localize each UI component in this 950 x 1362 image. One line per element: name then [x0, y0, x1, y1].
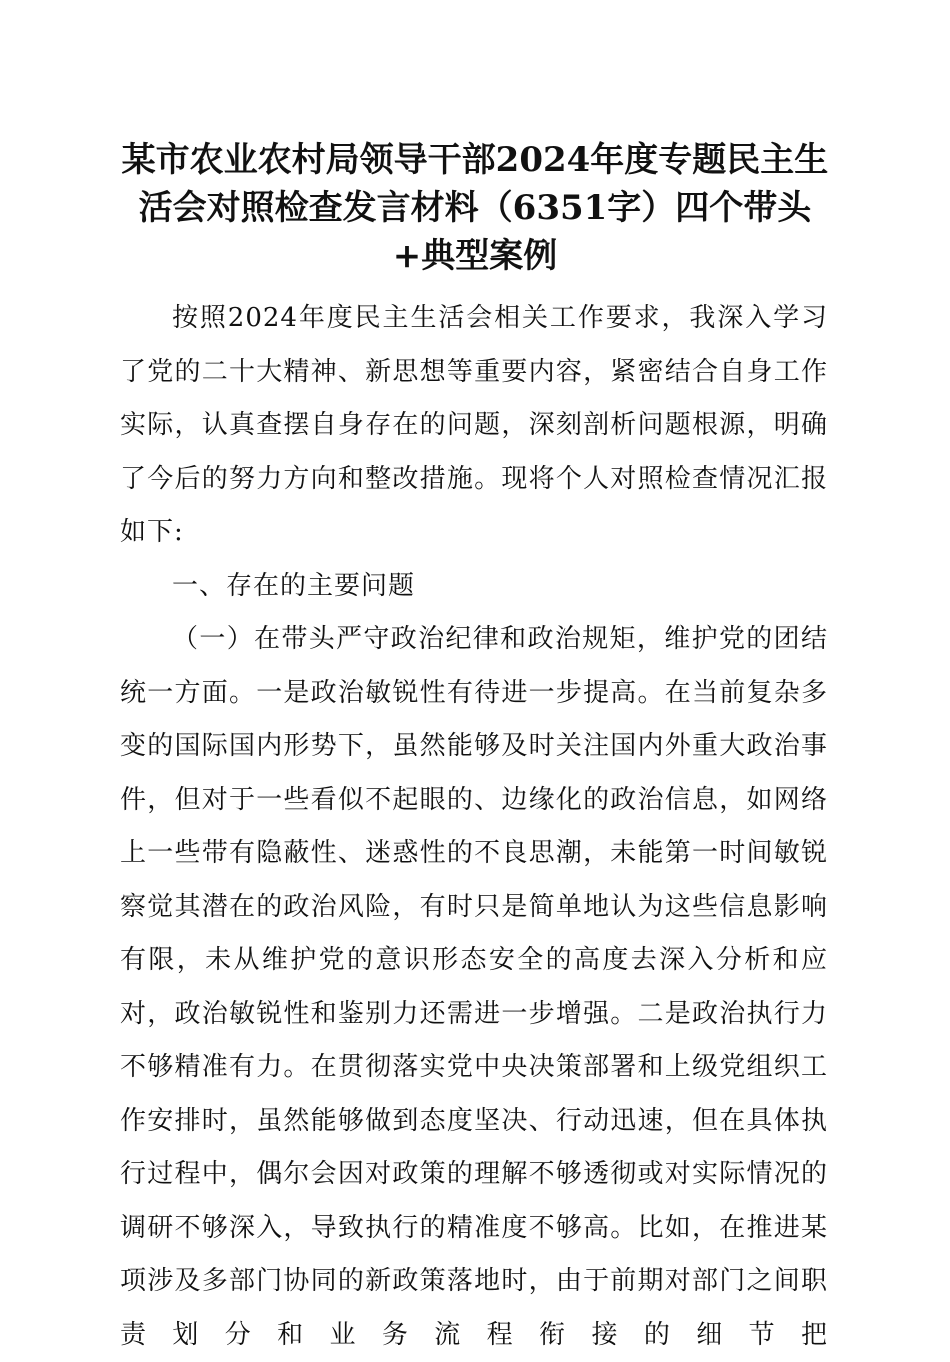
- document-title: 某市农业农村局领导干部2024年度专题民主生活会对照检查发言材料（6351字）四个带头+典型案例: [121, 140, 829, 276]
- section-heading: 一、存在的主要问题: [172, 570, 416, 601]
- intro-paragraph: 按照2024年度民主生活会相关工作要求，我深入学习了党的二十大精神、新思想等重要内容，紧密结合自身工作实际，认真查摆自身存在的问题，深刻剖析问题根源，明确了今后的努力方向和整改措施。现将个人对照检查情况汇报如下:: [120, 303, 828, 547]
- document-body: [120, 292, 828, 1362]
- section-paragraph: （一）在带头严守政治纪律和政治规矩，维护党的团结统一方面。一是政治敏锐性有待进一步提高。在当前复杂多变的国际国内形势下，虽然能够及时关注国内外重大政治事件，但对于一些看似不起眼的、边缘化的政治信息，如网络上一些带有隐蔽性、迷惑性的不良思潮，未能第一时间敏锐察觉其潜在的政治风险，有时只是简单地认为这些信息影响有限，未从维护党的意识形态安全的高度去深入分析和应对，政治敏锐性和鉴别力还需进一步增强。二是政治执行力不够精准有力。在贯彻落实党中央决策部署和上级党组织工作安排时，虽然能够做到态度坚决、行动迅速，但在具体执行过程中，偶尔会因对政策的理解不够透彻或对实际情况的调研不够深入，导致执行的精准度不够高。比如，在推进某项涉及多部门协同的新政策落地时，由于前期对部门之间职责划分和业务流程衔接的细节把: [120, 624, 828, 1350]
